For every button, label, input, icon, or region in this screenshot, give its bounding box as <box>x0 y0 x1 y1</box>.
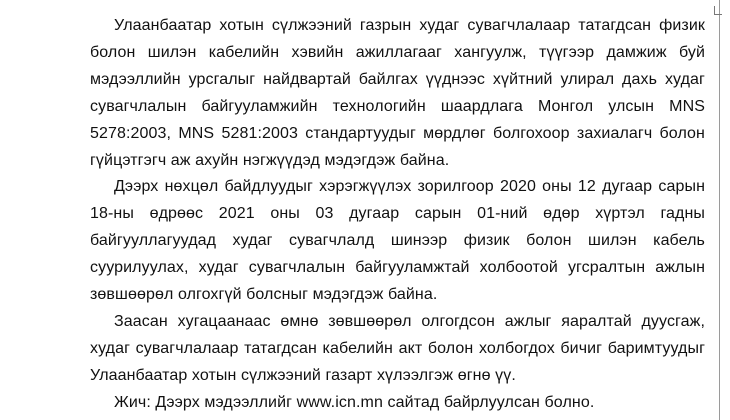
scan-edge-line <box>719 0 720 420</box>
paragraph-note: Жич: Дээрх мэдээллийг www.icn.mn сайтад байрлуулсан болно. <box>114 393 595 411</box>
paragraph-completion-request: Заасан хугацаанаас өмнө зөвшөөрөл олгогдсон ажлыг яаралтай дуусгаж, худаг сувагчлалаар татагдсан кабелийн акт болон холбогдох бичиг баримтуудыг Улаанбаатар хотын сүлжээний газарт хүлээлгэж өгнө үү. <box>90 312 705 384</box>
paragraph-restriction-period: Дээрх нөхцөл байдлуудыг хэрэгжүүлэх зорилгоор 2020 оны 12 дугаар сарын 18-ны өдрөөс 2021 оны 03 дугаар сарын 01-ний өдөр хүртэл гадны байгууллагуудад худаг сувагчлалд шинээр физик болон шилэн кабель суурилуулах, худаг сувагчлалын байгууламжтай холбоотой угсралтын ажлын зөвшөөрөл олгохгүй болсныг мэдэгдэж байна. <box>90 178 705 304</box>
paragraph-notice: Улаанбаатар хотын сүлжээний газрын худаг сувагчлалаар татагдсан физик болон шилэн кабелийн хэвийн ажиллагааг хангуулж, түүгээр дамжиж буй мэдээллийн урсгалыг найдвартай байлгах үүднээс хүйтний улирал дахь худаг сувагчлалын байгууламжийн технологийн шаардлага Монгол улсын MNS 5278:2003, MNS 5281:2003 стандартуудыг мөрдлөг болгохоор захиалагч болон гүйцэтгэгч аж ахуйн нэгжүүдэд мэдэгдэж байна. <box>90 17 705 169</box>
scan-corner-mark <box>714 6 722 15</box>
document-body <box>90 13 705 417</box>
